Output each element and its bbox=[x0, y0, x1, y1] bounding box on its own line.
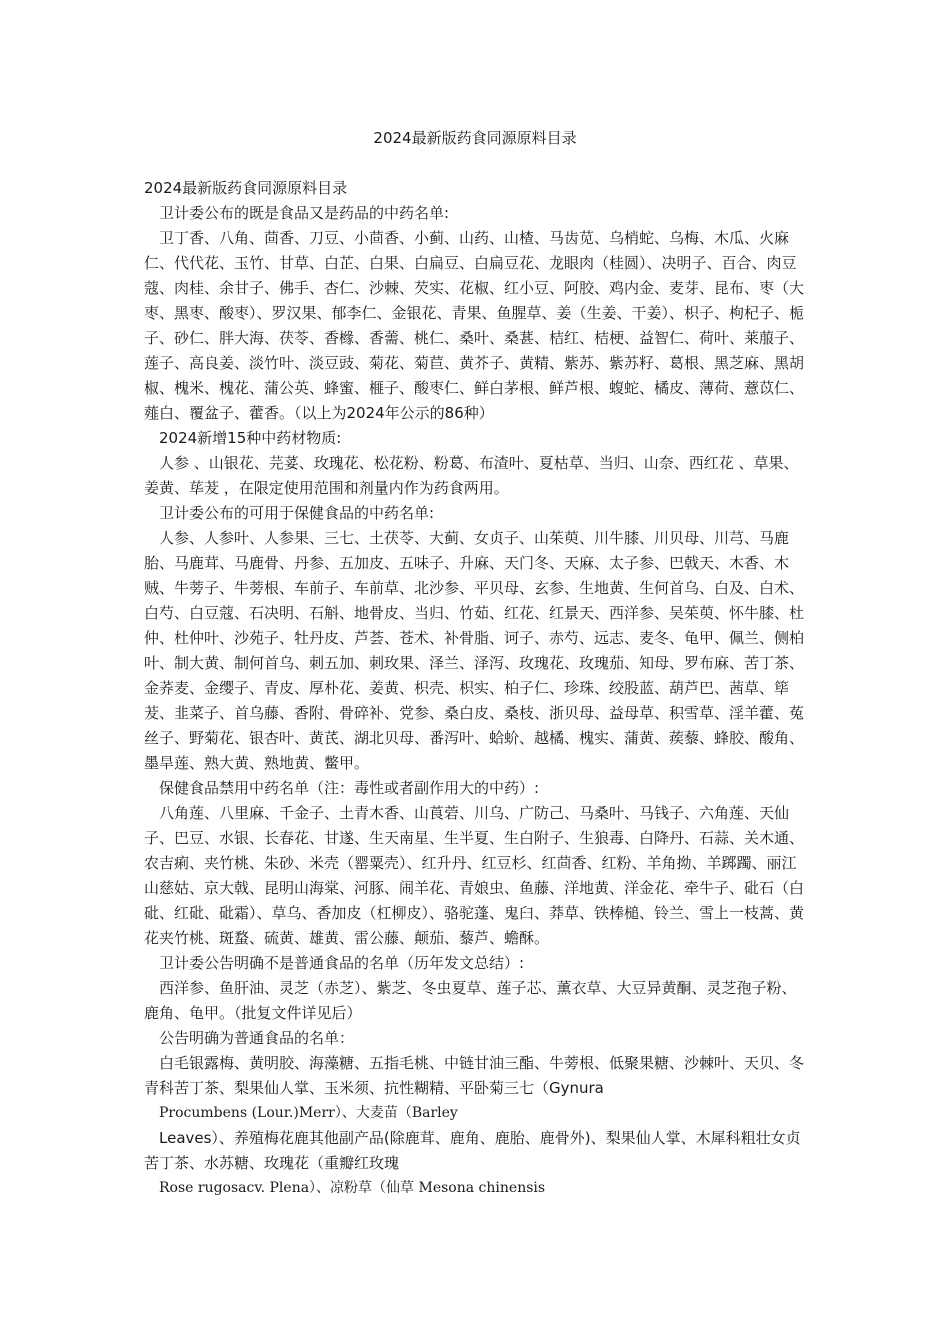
section-heading-prohibited: 保健食品禁用中药名单（注：毒性或者副作用大的中药）: bbox=[159, 779, 540, 797]
section-heading-new-2024: 2024新增15种中药材物质: bbox=[159, 429, 342, 447]
section-heading-health-food: 卫计委公布的可用于保健食品的中药名单: bbox=[159, 504, 435, 522]
list-not-ordinary-food: 西洋参、鱼肝油、灵芝（赤芝）、紫芝、冬虫夏草、莲子芯、薰衣草、大豆异黄酮、灵芝孢子粉、鹿角、龟甲。（批复文件详见后） bbox=[144, 979, 797, 1022]
page-title: 2024最新版药食同源原料目录 bbox=[373, 129, 577, 147]
list-ordinary-food-part3: Leaves）、养殖梅花鹿其他副产品(除鹿茸、鹿角、鹿胎、鹿骨外)、梨果仙人掌、木犀科粗壮女贞苦丁茶、水苏糖、玫瑰花（重瓣红玫瑰 bbox=[144, 1129, 801, 1172]
section-heading-edible-medicinal: 卫计委公布的既是食品又是药品的中药名单: bbox=[159, 204, 450, 222]
list-ordinary-food-part1: 白毛银露梅、黄明胶、海藻糖、五指毛桃、中链甘油三酯、牛蒡根、低聚果糖、沙棘叶、天贝、冬青科苦丁茶、梨果仙人掌、玉米须、抗性糊精、平卧菊三七（Gynura bbox=[144, 1054, 805, 1097]
list-ordinary-food-part2: Procumbens (Lour.)Merr）、大麦苗（Barley bbox=[159, 1105, 458, 1121]
list-health-food: 人参、人参叶、人参果、三七、土茯苓、大蓟、女贞子、山茱萸、川牛膝、川贝母、川芎、马鹿胎、马鹿茸、马鹿骨、丹参、五加皮、五味子、升麻、天门冬、天麻、太子参、巴戟天、木香、木贼、牛蒡子、牛蒡根、车前子、车前草、北沙参、平贝母、玄参、生地黄、生何首乌、白及、白术、白芍、白豆蔻、石决明、石斛、地骨皮、当归、竹茹、红花、红景天、西洋参、吴茱萸、怀牛膝、杜仲、杜仲叶、沙苑子、牡丹皮、芦荟、苍术、补骨脂、诃子、赤芍、远志、麦冬、龟甲、佩兰、侧柏叶、制大黄、制何首乌、刺五加、刺玫果、泽兰、泽泻、玫瑰花、玫瑰茄、知母、罗布麻、苦丁茶、金荞麦、金缨子、青皮、厚朴花、姜黄、枳壳、枳实、柏子仁、珍珠、绞股蓝、葫芦巴、茜草、筚茇、韭菜子、首乌藤、香附、骨碎补、党参、桑白皮、桑枝、浙贝母、益母草、积雪草、淫羊藿、菟丝子、野菊花、银杏叶、黄芪、湖北贝母、番泻叶、蛤蚧、越橘、槐实、蒲黄、蒺藜、蜂胶、酸角、墨旱莲、熟大黄、熟地黄、鳖甲。 bbox=[144, 529, 805, 772]
list-new-2024: 人参 、山银花、芫荽、玫瑰花、松花粉、粉葛、布渣叶、夏枯草、当归、山奈、西红花 、草果、姜黄、荜茇 ，在限定使用范围和剂量内作为药食两用。 bbox=[144, 454, 799, 497]
list-edible-medicinal: 卫丁香、八角、茴香、刀豆、小茴香、小蓟、山药、山楂、马齿苋、乌梢蛇、乌梅、木瓜、火麻仁、代代花、玉竹、甘草、白芷、白果、白扁豆、白扁豆花、龙眼肉（桂圆）、决明子、百合、肉豆蔻、肉桂、余甘子、佛手、杏仁、沙棘、芡实、花椒、红小豆、阿胶、鸡内金、麦芽、昆布、枣（大枣、黑枣、酸枣）、罗汉果、郁李仁、金银花、青果、鱼腥草、姜（生姜、干姜）、枳子、枸杞子、栀子、砂仁、胖大海、茯苓、香橼、香薷、桃仁、桑叶、桑葚、桔红、桔梗、益智仁、荷叶、莱菔子、莲子、高良姜、淡竹叶、淡豆豉、菊花、菊苣、黄芥子、黄精、紫苏、紫苏籽、葛根、黑芝麻、黑胡椒、槐米、槐花、蒲公英、蜂蜜、榧子、酸枣仁、鲜白茅根、鲜芦根、蝮蛇、橘皮、薄荷、薏苡仁、薤白、覆盆子、藿香。（以上为2024年公示的86种） bbox=[144, 229, 805, 422]
section-heading-not-ordinary-food: 卫计委公告明确不是普通食品的名单（历年发文总结）: bbox=[159, 954, 525, 972]
list-prohibited: 八角莲、八里麻、千金子、土青木香、山莨菪、川乌、广防己、马桑叶、马钱子、六角莲、天仙子、巴豆、水银、长春花、甘遂、生天南星、生半夏、生白附子、生狼毒、白降丹、石蒜、关木通、农吉痢、夹竹桃、朱砂、米壳（罂粟壳）、红升丹、红豆杉、红茴香、红粉、羊角拗、羊踯躅、丽江山慈姑、京大戟、昆明山海棠、河豚、闹羊花、青娘虫、鱼藤、洋地黄、洋金花、牵牛子、砒石（白砒、红砒、砒霜）、草乌、香加皮（杠柳皮）、骆驼蓬、鬼臼、莽草、铁棒槌、铃兰、雪上一枝蒿、黄花夹竹桃、斑蝥、硫黄、雄黄、雷公藤、颠茄、藜芦、蟾酥。 bbox=[144, 804, 805, 947]
doc-heading: 2024最新版药食同源原料目录 bbox=[144, 179, 348, 197]
list-ordinary-food-part4: Rose rugosacv. Plena）、凉粉草（仙草 Mesona chinensis bbox=[159, 1180, 546, 1196]
document-body bbox=[144, 176, 810, 1201]
section-heading-ordinary-food: 公告明确为普通食品的名单： bbox=[159, 1029, 355, 1047]
